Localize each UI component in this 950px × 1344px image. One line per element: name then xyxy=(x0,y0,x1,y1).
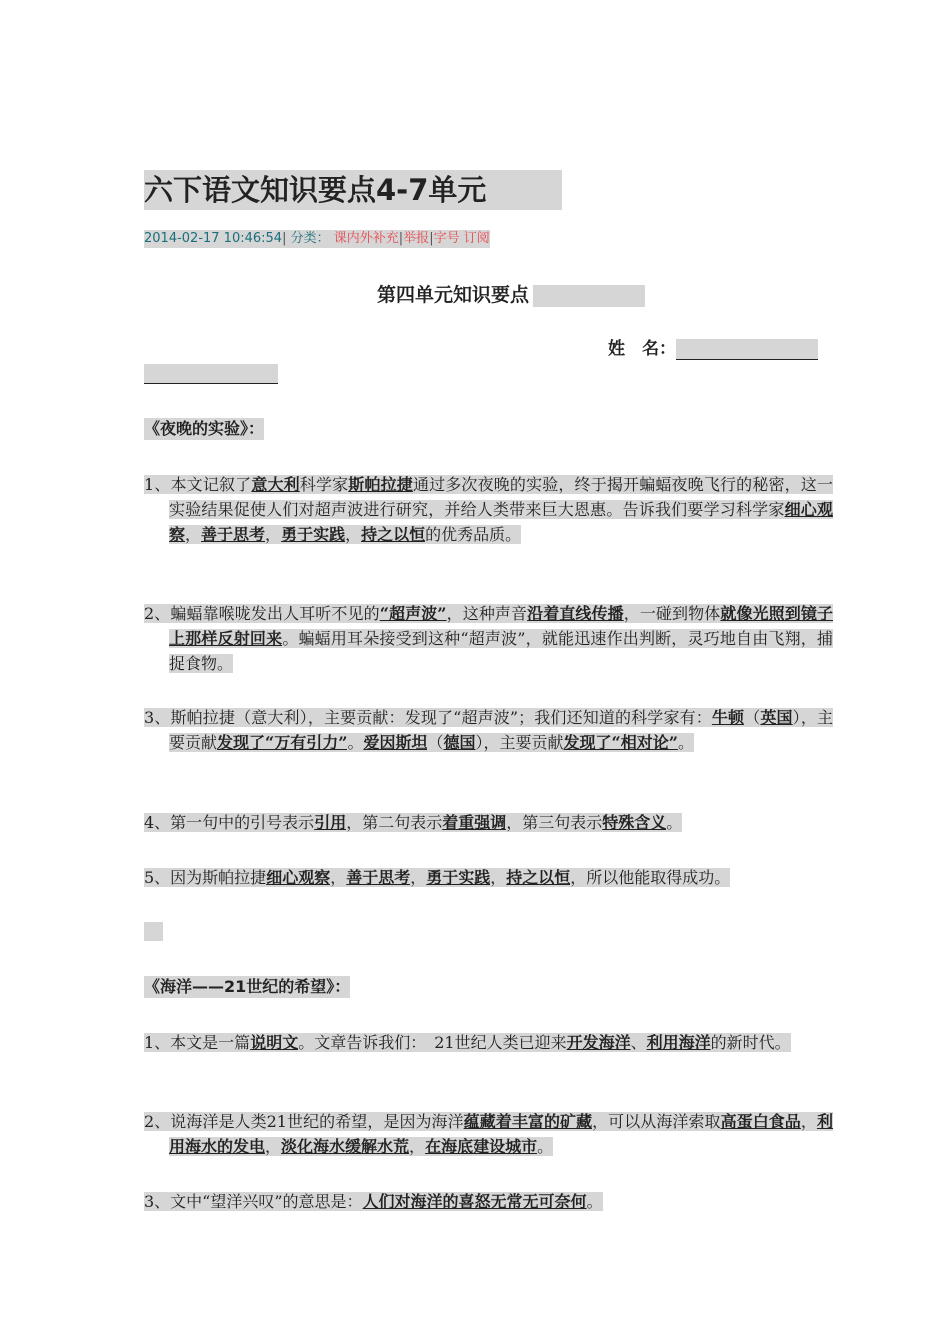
name-blank xyxy=(676,339,818,360)
keyword: 利用海水的发电 xyxy=(169,1112,833,1156)
page-title: 六下语文知识要点4-7单元 xyxy=(144,170,562,210)
text-segment: 。蝙蝠用耳朵接受到这种“超声波”，就能迅速作出判断，灵巧地自由飞翔，捕捉食物。 xyxy=(169,629,833,673)
category-label: 分类： xyxy=(290,231,330,246)
text-segment: 通过多次夜晚的实验，终于揭开蝙蝠夜晚飞行的秘密，这一实验结果促使人们对超声波进行研究，并给人类带来巨大恩惠。告诉我们要学习科学家 xyxy=(169,475,833,519)
meta-separator: | xyxy=(429,231,434,246)
post-date: 2014-02-17 10:46:54 xyxy=(144,231,283,246)
list-item xyxy=(144,1030,833,1055)
unit-heading xyxy=(377,282,645,308)
text-segment: 。 xyxy=(666,813,683,832)
text-segment: 。 xyxy=(677,733,694,752)
text-segment: 1、本文是一篇 xyxy=(144,1033,251,1052)
keyword: 就像光照到镜子上那样反射回来 xyxy=(169,604,833,648)
text-segment: 的新时代。 xyxy=(710,1033,791,1052)
text-segment: ，可以从海洋索取 xyxy=(592,1112,721,1131)
empty-highlight xyxy=(144,922,163,941)
name-blank-continued xyxy=(144,364,278,384)
keyword: 德国 xyxy=(443,733,476,752)
list-item xyxy=(144,601,833,676)
subscribe-link[interactable]: 订阅 xyxy=(463,231,490,246)
keyword: 勇于实践 xyxy=(281,525,346,544)
text-segment: 。 xyxy=(347,733,364,752)
keyword: 英国 xyxy=(760,708,793,727)
text-segment: ， xyxy=(330,868,347,887)
keyword: 利用海洋 xyxy=(646,1033,711,1052)
text-segment: ，所以他能取得成功。 xyxy=(570,868,731,887)
text-segment: ， xyxy=(800,1112,817,1131)
keyword: 持之以恒 xyxy=(506,868,571,887)
text-segment: ），主要贡献 xyxy=(475,733,564,752)
keyword: 善于思考 xyxy=(201,525,266,544)
keyword: 沿着直线传播 xyxy=(527,604,624,623)
keyword: “超声波” xyxy=(379,604,447,623)
keyword: 发现了“万有引力” xyxy=(217,733,348,752)
text-segment: 2、蝙蝠靠喉咙发出人耳听不见的 xyxy=(144,604,380,623)
text-segment: 科学家 xyxy=(299,475,349,494)
text-segment: 4、第一句中的引号表示 xyxy=(144,813,315,832)
section-title: 《海洋——21世纪的希望》： xyxy=(144,977,351,996)
post-meta xyxy=(144,230,490,248)
text-segment: 。 xyxy=(586,1192,603,1211)
list-item xyxy=(144,472,833,547)
keyword: 发现了“相对论” xyxy=(563,733,678,752)
highlight-pad xyxy=(533,285,645,307)
text-segment: ，这种声音 xyxy=(446,604,528,623)
keyword: 爱因斯坦 xyxy=(363,733,428,752)
font-size-link[interactable]: 字号 xyxy=(433,231,460,246)
text-segment: 1、本文记叙了 xyxy=(144,475,252,494)
list-item xyxy=(144,1189,833,1214)
keyword: 蕴藏着丰富的矿藏 xyxy=(463,1112,593,1131)
text-segment: ，第三句表示 xyxy=(506,813,603,832)
text-segment: ， xyxy=(185,525,202,544)
text-segment: 3、斯帕拉捷（意大利），主要贡献：发现了“超声波”；我们还知道的科学家有： xyxy=(144,708,712,727)
keyword: 着重强调 xyxy=(442,813,507,832)
text-segment: ，一碰到物体 xyxy=(623,604,721,623)
keyword: 在海底建设城市 xyxy=(425,1137,538,1156)
keyword: 善于思考 xyxy=(346,868,411,887)
section-title: 《夜晚的实验》： xyxy=(144,419,265,438)
keyword: 开发海洋 xyxy=(566,1033,631,1052)
keyword: 斯帕拉捷 xyxy=(348,475,413,494)
list-item xyxy=(144,810,833,835)
text-segment: 。 xyxy=(537,1137,554,1156)
category-link[interactable]: 课内外补充 xyxy=(333,231,399,246)
report-link[interactable]: 举报 xyxy=(403,231,430,246)
text-segment: ，第二句表示 xyxy=(346,813,443,832)
keyword: 引用 xyxy=(314,813,347,832)
text-segment: ， xyxy=(409,1137,426,1156)
keyword: 意大利 xyxy=(251,475,300,494)
keyword: 说明文 xyxy=(250,1033,299,1052)
list-item xyxy=(144,705,833,755)
text-segment: 、 xyxy=(630,1033,647,1052)
list-item xyxy=(144,865,833,890)
keyword: 持之以恒 xyxy=(361,525,426,544)
text-segment: 3、文中“望洋兴叹”的意思是： xyxy=(144,1192,363,1211)
text-segment: 2、说海洋是人类21世纪的希望，是因为海洋 xyxy=(144,1112,464,1131)
text-segment: （ xyxy=(427,733,444,752)
name-line xyxy=(608,338,818,360)
text-segment: ， xyxy=(410,868,427,887)
keyword: 细心观察 xyxy=(266,868,331,887)
keyword: 高蛋白食品 xyxy=(720,1112,801,1131)
unit-heading-text: 第四单元知识要点 xyxy=(377,284,530,306)
text-segment: ， xyxy=(265,525,282,544)
keyword: 特殊含义 xyxy=(602,813,667,832)
text-segment: ， xyxy=(265,1137,282,1156)
keyword: 淡化海水缓解水荒 xyxy=(281,1137,410,1156)
text-segment: ， xyxy=(490,868,507,887)
list-item xyxy=(144,1109,833,1159)
text-segment: ），主要贡献 xyxy=(169,708,833,752)
text-segment: （ xyxy=(744,708,761,727)
keyword: 牛顿 xyxy=(711,708,745,727)
text-segment: 5、因为斯帕拉捷 xyxy=(144,868,267,887)
keyword: 细心观察 xyxy=(169,500,833,544)
keyword: 勇于实践 xyxy=(426,868,491,887)
text-segment: 的优秀品质。 xyxy=(425,525,522,544)
name-label: 姓 名： xyxy=(608,339,676,359)
meta-separator: | xyxy=(398,231,404,246)
text-segment: 。文章告诉我们： 21世纪人类已迎来 xyxy=(298,1033,567,1052)
text-segment: ， xyxy=(345,525,362,544)
keyword: 人们对海洋的喜怒无常无可奈何 xyxy=(362,1192,587,1211)
meta-separator: | xyxy=(282,231,287,246)
